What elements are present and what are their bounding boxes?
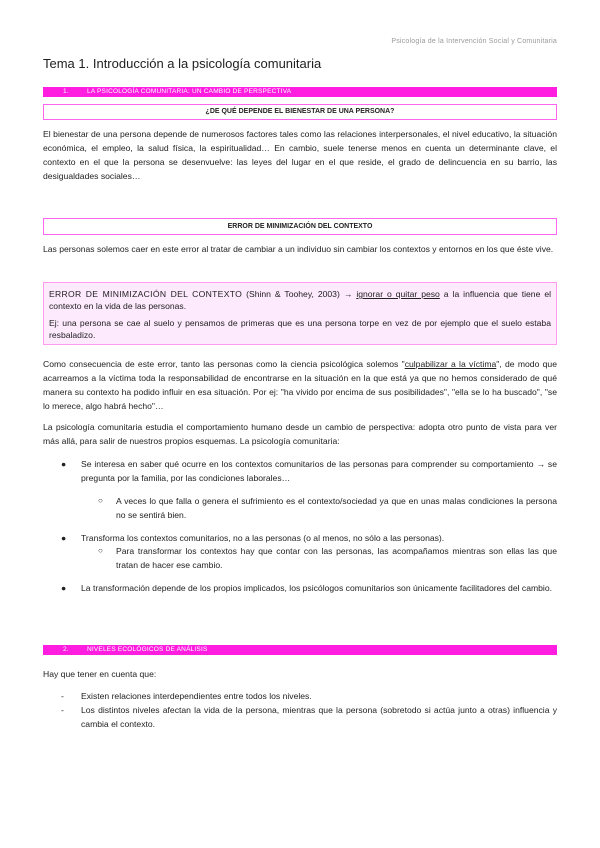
callout-example: Ej: una persona se cae al suelo y pensamos de primeras que es una persona torpe en vez de por ejemplo que el suelo estaba resbaladizo. <box>49 318 551 340</box>
dash-icon: - <box>61 691 64 701</box>
callout-citation: (Shinn & Toohey, 2003) → <box>242 289 357 299</box>
list-item <box>98 544 557 572</box>
running-header: Psicología de la Intervención Social y Comunitaria <box>391 38 557 45</box>
page-title: Tema 1. Introducción a la psicología comunitaria <box>43 56 322 71</box>
list-item <box>98 494 557 522</box>
list-item <box>61 703 557 731</box>
list-item-text: Existen relaciones interdependientes entre todos los niveles. <box>81 691 312 701</box>
section-2-heading-bar <box>43 645 557 655</box>
paragraph-blame-victim <box>43 357 557 413</box>
callout-underlined-text: ignorar o quitar peso <box>356 289 440 299</box>
paragraph-wellbeing: El bienestar de una persona depende de numerosos factores tales como las relaciones interpersonales, el nivel educativo, la situación económica, el empleo, la salud física, la espiritualidad… En cambio, suele tenerse menos en cuenta un determinante clave, el contexto en el que la persona se desenvuelve: las leyes del lugar en el que reside, el grado de delincuencia en su barrio, las desigualdades sociales… <box>43 129 557 181</box>
definition-callout <box>43 282 557 345</box>
subheading-context-error: ERROR DE MINIMIZACIÓN DEL CONTEXTO <box>43 218 557 235</box>
list-item-text: Transforma los contextos comunitarios, no a las personas (o al menos, no sólo a las personas). <box>81 533 445 543</box>
callout-term: ERROR DE MINIMIZACIÓN DEL CONTEXTO <box>49 289 243 299</box>
blame-text-a: Como consecuencia de este error, tanto las personas como la ciencia psicológica solemos " <box>43 359 405 369</box>
callout-rest: a la influencia que tiene el contexto en la vida de las personas. <box>49 289 552 311</box>
hollow-bullet-icon: ○ <box>98 546 103 555</box>
blame-underlined: culpabilizar a la víctima <box>404 359 497 369</box>
dash-icon: - <box>61 705 64 715</box>
blame-text-b: ", de modo que acarreamos a la víctima toda la responsabilidad de encontrarse en la situación en la que está ya que no hemos considerado de qué manera su contexto ha podido influir en esa situación. Por ej: "ha vivido por encima de sus posibilidades", "ella se lo ha buscado", "se lo merece, algo habrá hecho"… <box>43 359 557 411</box>
bullet-icon: ● <box>61 459 67 469</box>
hollow-bullet-icon: ○ <box>98 496 103 505</box>
paragraph-context-error: Las personas solemos caer en este error al tratar de cambiar a un individuo sin cambiar los contextos y entornos en los que éste vive. <box>43 244 554 254</box>
callout-definition <box>49 288 551 312</box>
paragraph-community-psychology: La psicología comunitaria estudia el comportamiento humano desde un cambio de perspectiva: adopta otro punto de vista para ver más allá, para salir de nuestros propios esquemas. La psicología comunitaria: <box>43 422 557 446</box>
list-item-text: A veces lo que falla o genera el sufrimiento es el contexto/sociedad ya que en unas malas condiciones la persona no se sentirá bien. <box>116 496 557 520</box>
list-item <box>61 581 557 595</box>
section-1-number: 1. <box>63 88 69 95</box>
section-2-number: 2. <box>63 646 69 653</box>
list-item-text: Para transformar los contextos hay que contar con las personas, las acompañamos mientras son ellas las que tratan de hacer ese cambio. <box>116 546 557 570</box>
section-1-title: LA PSICOLOGÍA COMUNITARIA: UN CAMBIO DE PERSPECTIVA <box>87 88 292 95</box>
bullet-icon: ● <box>61 533 67 543</box>
list-item-text: La transformación depende de los propios implicados, los psicólogos comunitarios son únicamente facilitadores del cambio. <box>81 583 553 593</box>
list-item <box>61 689 557 703</box>
section-1-heading-bar <box>43 87 557 97</box>
list-item-text: Se interesa en saber qué ocurre en los contextos comunitarios de las personas para comprender su comportamiento → se pregunta por la familia, por las condiciones laborales… <box>81 459 557 483</box>
list-item <box>61 531 557 545</box>
paragraph-levels-intro: Hay que tener en cuenta que: <box>43 669 157 679</box>
section-2-title: NIVELES ECOLÓGICOS DE ANÁLISIS <box>87 646 208 653</box>
list-item <box>61 457 557 485</box>
bullet-icon: ● <box>61 583 67 593</box>
list-item-text: Los distintos niveles afectan la vida de la persona, mientras que la persona (sobretodo si actúa junto a otras) influencia y cambia el contexto. <box>81 705 557 729</box>
subheading-wellbeing: ¿DE QUÉ DEPENDE EL BIENESTAR DE UNA PERSONA? <box>43 104 557 120</box>
